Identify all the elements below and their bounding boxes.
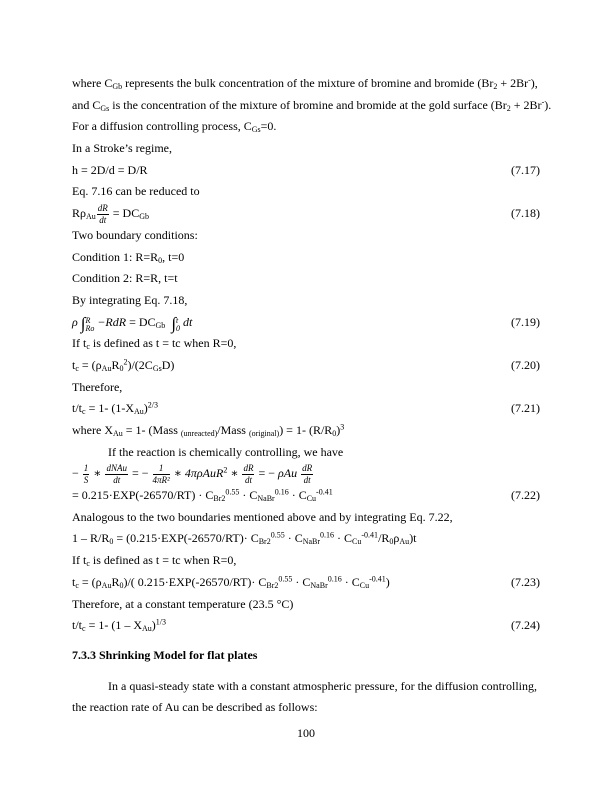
superscript: -0.41 xyxy=(316,487,333,497)
para-line: where $C_{Gb}$ represents the bulk concentration of the mixture of bromine and bromide $(Br_2 + 2Br^-)$, xyxy=(72,75,538,91)
section-heading: 7.3.3 Shrinking Model for flat plates xyxy=(72,647,258,662)
para-line: In a quasi-steady state with a constant atmospheric pressure, for the diffusion controlling, xyxy=(108,678,537,693)
superscript: 0.55 xyxy=(278,574,293,584)
subscript: c xyxy=(75,363,79,373)
equation-number: (7.22) xyxy=(511,488,540,503)
para-line: Analogous to the two boundaries mentioned above and by integrating Eq. 7.22, xyxy=(72,509,453,524)
subscript: 0 xyxy=(119,580,124,590)
subscript: NaBr xyxy=(302,537,321,547)
para-line: the reaction rate of Au can be described as follows: xyxy=(72,700,318,715)
equation-line: ρ ∫ R Ro $-RdR = DC_{Gb}$ ∫ t 0 dt (7.19) xyxy=(72,313,540,333)
superscript: 0.55 xyxy=(270,530,285,540)
subscript: Cu xyxy=(306,494,317,504)
para-line: By integrating Eq. 7.18, xyxy=(72,292,188,307)
superscript: 2 xyxy=(223,465,228,475)
subscript: Gs xyxy=(100,103,110,113)
math-text: −RdR xyxy=(94,314,127,329)
para-line: Condition 1: $R=R_0$, t=0 xyxy=(72,249,185,265)
subscript: Gb xyxy=(139,212,149,222)
superscript: 0.55 xyxy=(225,487,240,497)
equation-line: − $\frac{1}{S}$ ∗ $\frac{\text{dNAu}}{dt}$ = − $\frac{1}{\text{4πR²}}$ ∗ 4πρAuR$^2$ ∗ $\frac{dR}{dt}$ = − ρAu $\frac{dR}{dt}$ xyxy=(72,463,313,486)
math-text: ρAu xyxy=(278,466,301,481)
subscript: Br2 xyxy=(258,537,271,547)
subscript: 0 xyxy=(109,537,114,547)
subscript: c xyxy=(82,624,86,634)
para-line: Eq. 7.16 can be reduced to xyxy=(72,184,200,199)
superscript: -0.41 xyxy=(369,574,386,584)
superscript: - xyxy=(541,97,545,107)
para-line: Two boundary conditions: xyxy=(72,227,198,242)
para-line: Condition 2: R=R, t=t xyxy=(72,271,178,286)
equation-number: (7.20) xyxy=(511,357,540,372)
page-number-footer: 100 xyxy=(297,726,315,740)
subscript: Br2 xyxy=(213,494,226,504)
equation-number: (7.24) xyxy=(511,618,540,633)
math-text: dt xyxy=(179,314,193,329)
para-line: In a Stroke’s regime, xyxy=(72,141,172,156)
para-line: where $X_{Au} = 1-$ (Mass $_{(unreacted)}$/Mass $_{(original)}$) = 1- $(R/R_0)^3$ xyxy=(72,422,345,438)
superscript: 2 xyxy=(123,357,128,367)
subscript: Au xyxy=(134,407,144,417)
equation-line: h = 2D/d = D/R (7.17) xyxy=(72,160,540,182)
subscript: Gb xyxy=(112,82,123,91)
superscript: 0.16 xyxy=(327,574,342,584)
subscript: Cu xyxy=(359,580,370,590)
integral-symbol: ∫ R Ro xyxy=(80,313,95,333)
equation-number: (7.19) xyxy=(511,314,540,329)
fraction: $\frac{1}{S}$ xyxy=(83,463,89,486)
subscript: Cu xyxy=(352,537,362,547)
subscript: (original) xyxy=(248,429,280,438)
para-line: If $t_c$ is defined as t = tc when R=0, xyxy=(72,553,237,569)
fraction: $\frac{dR}{dt}$ xyxy=(302,463,313,486)
integral-symbol: ∫ t 0 xyxy=(171,313,180,333)
subscript: NaBr xyxy=(310,580,328,590)
equation-line: $t_c = (\rho_{Au}R_0^2)/(2C_{Gs}D)$ (7.20) xyxy=(72,355,540,377)
subscript: Gb xyxy=(155,320,166,330)
subscript: Gs xyxy=(251,125,261,135)
superscript: 0.16 xyxy=(274,487,289,497)
subscript: Gs xyxy=(152,363,162,373)
math-text: ρ xyxy=(72,314,81,329)
subscript: Au xyxy=(399,537,410,547)
superscript: 2/3 xyxy=(147,400,159,410)
equation-line: $R\rho_{Au}$ $\frac{dR}{dt}$ = $DC_{Gb}$ (7.18) xyxy=(72,203,540,226)
equation-number: (7.23) xyxy=(511,574,540,589)
equation-number: (7.18) xyxy=(511,206,540,221)
subscript: 2 xyxy=(493,82,498,91)
subscript: Au xyxy=(86,212,96,222)
subscript: (unreacted) xyxy=(180,429,218,438)
equation-number: (7.21) xyxy=(511,401,540,416)
subscript: 0 xyxy=(389,537,394,547)
subscript: Au xyxy=(101,580,112,590)
subscript: 2 xyxy=(506,103,511,113)
subscript: Au xyxy=(112,429,123,438)
math-text: 4πρAuR xyxy=(184,466,224,481)
para-line: and $C_{Gs}$ is the concentration of the mixture of bromine and bromide at the gold surface $(Br_2 + 2Br^-)$. xyxy=(72,97,552,113)
equation-line: $1 - R/R_0 = (0.215\cdot EXP(-26570/RT)\cdot C_{Br2}^{0.55} \cdot C_{NaBr}^{0.16} \cdot C_{Cu}^{-0.41}/R_0\rho_{Au})t$ xyxy=(72,530,417,547)
equation-line: $t/t_c = 1-$ $(1-X_{Au})^{2/3}$ (7.21) xyxy=(72,398,540,420)
para-line: For a diffusion controlling process, $C_{Gs}=0$. xyxy=(72,119,277,135)
subscript: c xyxy=(86,559,90,569)
para-line: Therefore, at a constant temperature (23.5 °C) xyxy=(72,596,294,611)
equation-number: (7.17) xyxy=(511,162,540,177)
fraction: $\frac{dR}{dt}$ xyxy=(243,463,254,486)
subscript: Br2 xyxy=(266,580,279,590)
subscript: c xyxy=(86,342,90,352)
para-line: Therefore, xyxy=(72,379,123,394)
equation-line: $t_c = (\rho_{Au}R_0)/$( $0.215\cdot EXP(-26570/RT)\cdot C_{Br2}^{0.55} \cdot C_{NaBr}^{0.16} \cdot C_{Cu}^{-0.41}$) (7.23) xyxy=(72,572,540,594)
subscript: c xyxy=(82,407,86,417)
equation-line: $t/t_c = 1-$ $(1 - X_{Au})^{1/3}$ (7.24) xyxy=(72,615,540,637)
subscript: 0 xyxy=(119,363,124,373)
subscript: NaBr xyxy=(257,494,275,504)
equation-line: = $0.215\cdot EXP(-26570/RT) \cdot C_{Br2}^{0.55} \cdot C_{NaBr}^{0.16} \cdot C_{Cu}^{-0.41}$ (7.22) xyxy=(72,485,540,507)
superscript: - xyxy=(528,75,531,85)
superscript: 3 xyxy=(340,422,345,432)
superscript: 1/3 xyxy=(155,617,167,627)
para-line: If the reaction is chemically controlling, we have xyxy=(108,444,344,459)
fraction: $\frac{\text{dNAu}}{dt}$ xyxy=(106,463,127,486)
subscript: c xyxy=(75,580,79,590)
fraction: $\frac{dR}{dt}$ xyxy=(97,203,108,226)
subscript: 0 xyxy=(332,429,337,438)
subscript: Au xyxy=(101,363,112,373)
superscript: 0.16 xyxy=(320,530,335,540)
fraction: $\frac{1}{\text{4πR²}}$ xyxy=(152,463,170,486)
subscript: 0 xyxy=(158,255,163,265)
document-body xyxy=(72,73,552,719)
superscript: -0.41 xyxy=(361,530,379,540)
subscript: Au xyxy=(142,624,152,634)
para-line: If $t_c$ is defined as t = tc when R=0, xyxy=(72,336,237,352)
